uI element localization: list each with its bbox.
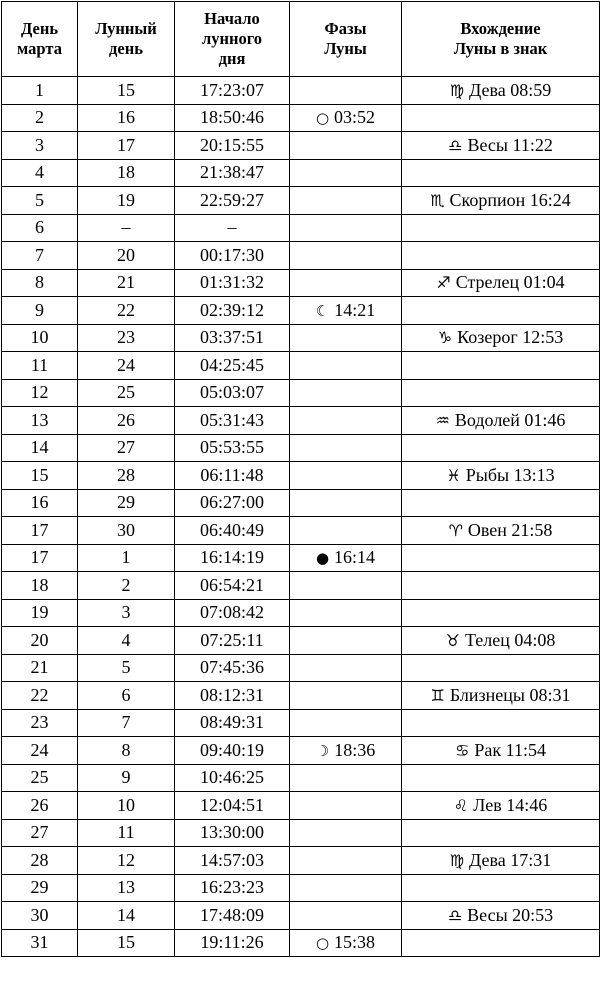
zodiac-sign-icon: ♍ (449, 850, 465, 870)
cell-sign (402, 572, 600, 600)
zodiac-sign-icon: ♒ (435, 410, 450, 430)
cell-sign (402, 847, 600, 875)
cell-phase (290, 792, 402, 820)
cell-lunar-day: 11 (78, 819, 175, 847)
cell-day: 22 (2, 682, 78, 710)
cell-day: 17 (2, 544, 78, 572)
zodiac-sign-icon: ♉ (445, 630, 460, 650)
cell-phase (290, 269, 402, 297)
cell-start: 07:45:36 (175, 654, 290, 682)
cell-phase (290, 242, 402, 270)
cell-day: 24 (2, 737, 78, 765)
sign-entry: Близнецы 08:31 (449, 684, 571, 705)
cell-day: 27 (2, 819, 78, 847)
cell-lunar-day: 6 (78, 682, 175, 710)
cell-lunar-day: 15 (78, 77, 175, 105)
cell-sign (402, 187, 600, 215)
cell-lunar-day: 21 (78, 269, 175, 297)
cell-day: 31 (2, 929, 78, 957)
zodiac-sign-icon: ♈ (448, 520, 463, 540)
moon-phase-icon: ○ (315, 109, 330, 128)
cell-phase (290, 434, 402, 462)
cell-sign (402, 709, 600, 737)
zodiac-sign-icon: ♎ (447, 905, 463, 925)
sign-entry: Дева 17:31 (469, 849, 552, 870)
cell-lunar-day: 30 (78, 517, 175, 545)
cell-lunar-day: 18 (78, 159, 175, 187)
cell-sign (402, 379, 600, 407)
cell-day: 26 (2, 792, 78, 820)
cell-sign (402, 902, 600, 930)
cell-lunar-day: 25 (78, 379, 175, 407)
zodiac-sign-icon: ♋ (455, 740, 470, 760)
table-row (2, 902, 600, 930)
moon-phase-icon: ☾ (315, 301, 330, 320)
table-row (2, 324, 600, 352)
table-row (2, 929, 600, 957)
zodiac-sign-icon: ♊ (430, 685, 445, 705)
cell-lunar-day: 22 (78, 297, 175, 325)
cell-phase (290, 902, 402, 930)
cell-day: 4 (2, 159, 78, 187)
cell-lunar-day: 12 (78, 847, 175, 875)
table-body (2, 77, 600, 957)
cell-phase (290, 132, 402, 160)
cell-sign (402, 324, 600, 352)
table-row (2, 819, 600, 847)
cell-day: 20 (2, 627, 78, 655)
cell-day: 29 (2, 874, 78, 902)
table-row (2, 297, 600, 325)
sign-entry: Скорпион 16:24 (449, 189, 571, 210)
cell-phase (290, 572, 402, 600)
phase-time: 14:21 (334, 299, 376, 320)
cell-sign (402, 819, 600, 847)
cell-start: 05:31:43 (175, 407, 290, 435)
cell-phase (290, 929, 402, 957)
table-row (2, 379, 600, 407)
cell-day: 9 (2, 297, 78, 325)
cell-start: 13:30:00 (175, 819, 290, 847)
cell-lunar-day: 13 (78, 874, 175, 902)
cell-start: 05:03:07 (175, 379, 290, 407)
cell-sign (402, 682, 600, 710)
cell-phase (290, 159, 402, 187)
cell-sign (402, 737, 600, 765)
cell-sign (402, 159, 600, 187)
sign-entry: Рыбы 13:13 (465, 464, 555, 485)
cell-lunar-day: 20 (78, 242, 175, 270)
cell-phase (290, 544, 402, 572)
cell-phase (290, 709, 402, 737)
cell-phase (290, 297, 402, 325)
zodiac-sign-icon: ♏ (430, 190, 445, 210)
cell-lunar-day: 28 (78, 462, 175, 490)
cell-day: 28 (2, 847, 78, 875)
cell-lunar-day: 27 (78, 434, 175, 462)
cell-sign (402, 297, 600, 325)
cell-sign (402, 434, 600, 462)
cell-phase (290, 654, 402, 682)
cell-sign (402, 352, 600, 380)
header-sign: Вхождение Луны в знак (402, 2, 600, 77)
table-row (2, 599, 600, 627)
cell-start: – (175, 214, 290, 242)
cell-sign (402, 104, 600, 132)
cell-phase (290, 737, 402, 765)
table-row (2, 132, 600, 160)
cell-sign (402, 599, 600, 627)
cell-start: 21:38:47 (175, 159, 290, 187)
moon-phase-icon: ● (315, 549, 330, 568)
zodiac-sign-icon: ♑ (437, 328, 453, 348)
cell-lunar-day: 3 (78, 599, 175, 627)
header-start: Начало лунного дня (175, 2, 290, 77)
cell-sign (402, 874, 600, 902)
table-row (2, 159, 600, 187)
zodiac-sign-icon: ♍ (449, 80, 465, 100)
sign-entry: Стрелец 01:04 (455, 272, 565, 293)
header-lunar-day: Лунный день (78, 2, 175, 77)
cell-phase (290, 379, 402, 407)
sign-entry: Овен 21:58 (467, 519, 553, 540)
header-row (2, 2, 600, 77)
cell-phase (290, 489, 402, 517)
cell-day: 23 (2, 709, 78, 737)
cell-day: 18 (2, 572, 78, 600)
table-row (2, 269, 600, 297)
sign-entry: Лев 14:46 (473, 794, 548, 815)
cell-lunar-day: 14 (78, 902, 175, 930)
cell-phase (290, 462, 402, 490)
cell-start: 19:11:26 (175, 929, 290, 957)
cell-phase (290, 764, 402, 792)
cell-lunar-day: 4 (78, 627, 175, 655)
cell-day: 10 (2, 324, 78, 352)
cell-day: 30 (2, 902, 78, 930)
cell-start: 03:37:51 (175, 324, 290, 352)
cell-day: 6 (2, 214, 78, 242)
table-row (2, 792, 600, 820)
zodiac-sign-icon: ♌ (453, 795, 469, 815)
cell-day: 2 (2, 104, 78, 132)
cell-lunar-day: 1 (78, 544, 175, 572)
cell-sign (402, 269, 600, 297)
table-row (2, 434, 600, 462)
table-row (2, 517, 600, 545)
cell-lunar-day: 23 (78, 324, 175, 352)
cell-lunar-day: 15 (78, 929, 175, 957)
phase-time: 15:38 (334, 932, 376, 953)
cell-start: 07:25:11 (175, 627, 290, 655)
table-row (2, 682, 600, 710)
cell-day: 16 (2, 489, 78, 517)
cell-start: 06:54:21 (175, 572, 290, 600)
cell-sign (402, 242, 600, 270)
cell-lunar-day: 7 (78, 709, 175, 737)
cell-day: 7 (2, 242, 78, 270)
cell-start: 14:57:03 (175, 847, 290, 875)
table-row (2, 654, 600, 682)
cell-day: 11 (2, 352, 78, 380)
cell-lunar-day: 5 (78, 654, 175, 682)
sign-entry: Рак 11:54 (474, 739, 546, 760)
cell-day: 14 (2, 434, 78, 462)
cell-lunar-day: 8 (78, 737, 175, 765)
cell-day: 13 (2, 407, 78, 435)
cell-phase (290, 104, 402, 132)
cell-sign (402, 764, 600, 792)
cell-lunar-day: 26 (78, 407, 175, 435)
table-row (2, 627, 600, 655)
cell-start: 22:59:27 (175, 187, 290, 215)
cell-sign (402, 929, 600, 957)
table-row (2, 544, 600, 572)
sign-entry: Весы 20:53 (467, 904, 554, 925)
cell-phase (290, 847, 402, 875)
phase-time: 16:14 (334, 547, 376, 568)
cell-day: 12 (2, 379, 78, 407)
cell-start: 01:31:32 (175, 269, 290, 297)
cell-lunar-day: – (78, 214, 175, 242)
table-row (2, 709, 600, 737)
moon-phase-icon: ○ (315, 934, 330, 953)
cell-phase (290, 599, 402, 627)
cell-sign (402, 214, 600, 242)
cell-lunar-day: 9 (78, 764, 175, 792)
cell-start: 20:15:55 (175, 132, 290, 160)
cell-lunar-day: 17 (78, 132, 175, 160)
cell-phase (290, 352, 402, 380)
cell-sign (402, 407, 600, 435)
cell-sign (402, 77, 600, 105)
cell-phase (290, 682, 402, 710)
cell-lunar-day: 2 (78, 572, 175, 600)
table-row (2, 104, 600, 132)
cell-start: 10:46:25 (175, 764, 290, 792)
phase-time: 03:52 (334, 107, 376, 128)
cell-start: 02:39:12 (175, 297, 290, 325)
cell-phase (290, 874, 402, 902)
cell-phase (290, 77, 402, 105)
cell-start: 00:17:30 (175, 242, 290, 270)
cell-phase (290, 517, 402, 545)
cell-phase (290, 407, 402, 435)
sign-entry: Дева 08:59 (469, 79, 552, 100)
cell-day: 8 (2, 269, 78, 297)
table-row (2, 489, 600, 517)
table-row (2, 764, 600, 792)
cell-phase (290, 819, 402, 847)
table-row (2, 187, 600, 215)
sign-entry: Водолей 01:46 (454, 409, 566, 430)
cell-lunar-day: 19 (78, 187, 175, 215)
table-row (2, 874, 600, 902)
cell-day: 1 (2, 77, 78, 105)
cell-start: 18:50:46 (175, 104, 290, 132)
table-row (2, 737, 600, 765)
cell-start: 17:23:07 (175, 77, 290, 105)
cell-start: 17:48:09 (175, 902, 290, 930)
cell-lunar-day: 10 (78, 792, 175, 820)
sign-entry: Весы 11:22 (467, 134, 553, 155)
cell-sign (402, 544, 600, 572)
cell-sign (402, 489, 600, 517)
cell-day: 19 (2, 599, 78, 627)
cell-start: 12:04:51 (175, 792, 290, 820)
cell-sign (402, 654, 600, 682)
table-row (2, 242, 600, 270)
header-phase: Фазы Луны (290, 2, 402, 77)
table-row (2, 572, 600, 600)
cell-start: 16:23:23 (175, 874, 290, 902)
cell-start: 06:11:48 (175, 462, 290, 490)
cell-start: 08:12:31 (175, 682, 290, 710)
zodiac-sign-icon: ♎ (448, 135, 463, 155)
zodiac-sign-icon: ♓ (446, 465, 461, 485)
phase-time: 18:36 (334, 739, 376, 760)
cell-start: 07:08:42 (175, 599, 290, 627)
cell-lunar-day: 29 (78, 489, 175, 517)
cell-sign (402, 462, 600, 490)
cell-start: 05:53:55 (175, 434, 290, 462)
cell-start: 16:14:19 (175, 544, 290, 572)
sign-entry: Телец 04:08 (464, 629, 556, 650)
cell-day: 25 (2, 764, 78, 792)
cell-start: 04:25:45 (175, 352, 290, 380)
moon-phase-icon: ☽ (315, 741, 330, 760)
cell-start: 09:40:19 (175, 737, 290, 765)
cell-day: 17 (2, 517, 78, 545)
table-row (2, 847, 600, 875)
cell-sign (402, 517, 600, 545)
cell-phase (290, 187, 402, 215)
cell-phase (290, 324, 402, 352)
cell-start: 08:49:31 (175, 709, 290, 737)
table-row (2, 407, 600, 435)
header-day: День марта (2, 2, 78, 77)
cell-sign (402, 627, 600, 655)
cell-phase (290, 214, 402, 242)
cell-day: 3 (2, 132, 78, 160)
lunar-calendar-table (1, 1, 600, 957)
cell-day: 21 (2, 654, 78, 682)
table-row (2, 214, 600, 242)
zodiac-sign-icon: ♐ (436, 273, 451, 293)
table-row (2, 77, 600, 105)
table-row (2, 352, 600, 380)
cell-start: 06:27:00 (175, 489, 290, 517)
cell-phase (290, 627, 402, 655)
cell-lunar-day: 24 (78, 352, 175, 380)
cell-start: 06:40:49 (175, 517, 290, 545)
cell-day: 5 (2, 187, 78, 215)
table-row (2, 462, 600, 490)
cell-sign (402, 132, 600, 160)
sign-entry: Козерог 12:53 (457, 327, 564, 348)
cell-sign (402, 792, 600, 820)
cell-day: 15 (2, 462, 78, 490)
cell-lunar-day: 16 (78, 104, 175, 132)
